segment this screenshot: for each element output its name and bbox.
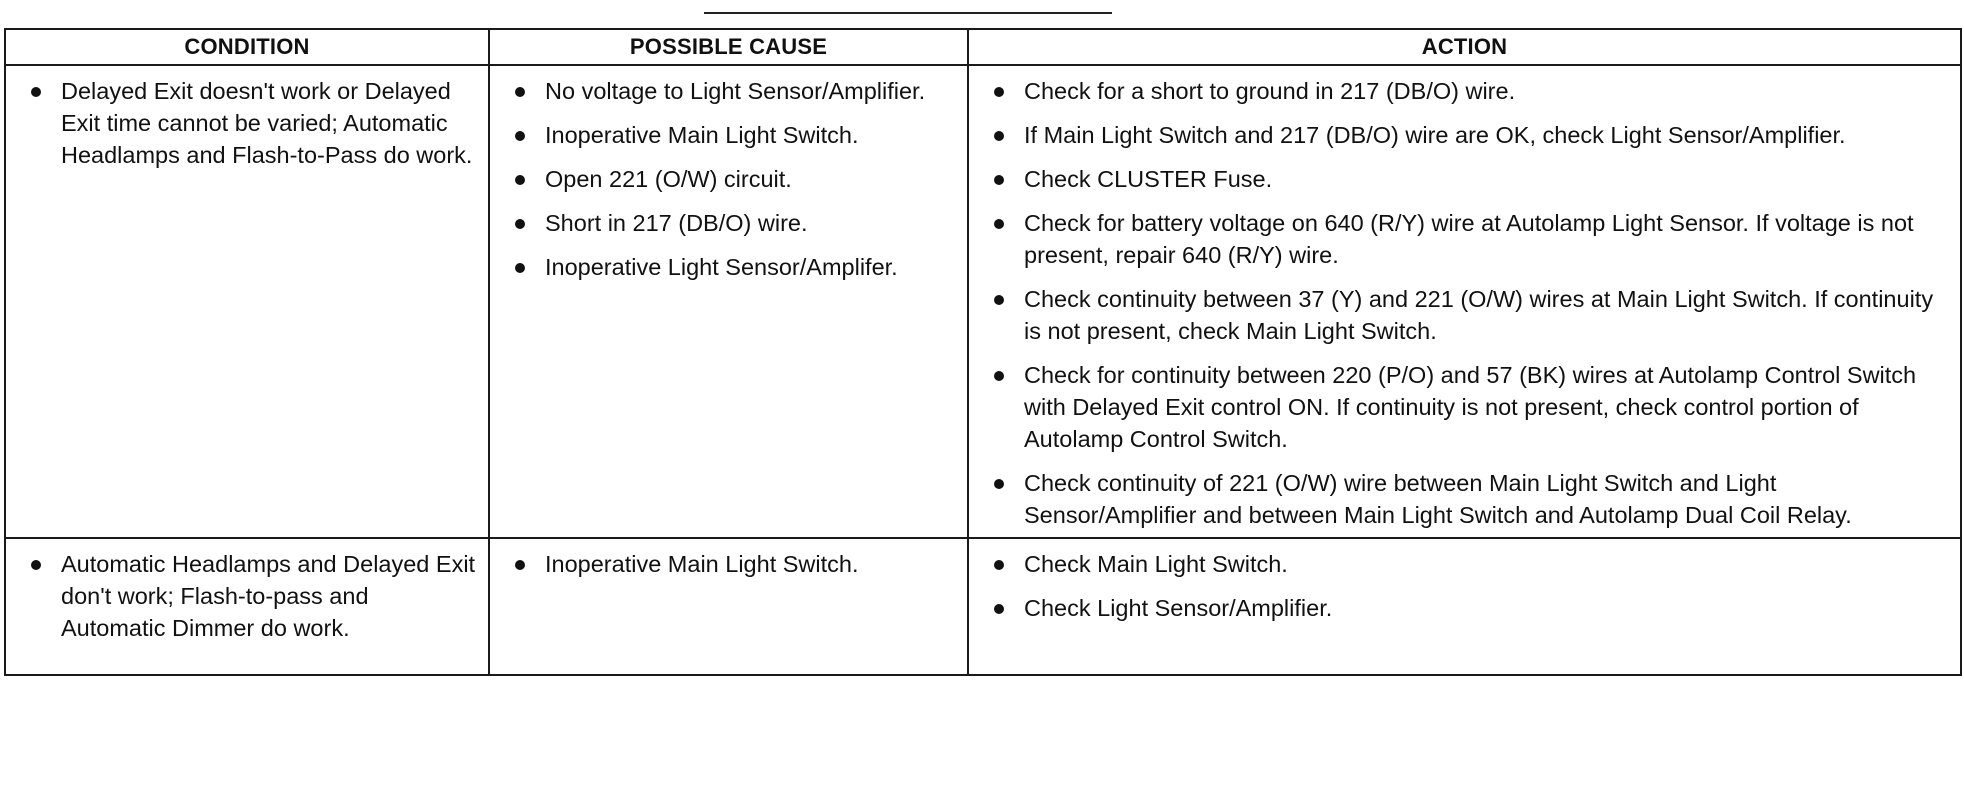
bullet-icon [31, 87, 41, 97]
action-text: Check continuity of 221 (O/W) wire between Main Light Switch and Light Sensor/Amplifier and between Main Light Switch and Autolamp Dual Coil Relay. [1024, 470, 1852, 528]
cause-text: Inoperative Main Light Switch. [545, 551, 859, 577]
condition-text: Delayed Exit doesn't work or Delayed Exit time cannot be varied; Automatic Headlamps and Flash-to-Pass do work. [61, 78, 473, 168]
bullet-icon [994, 560, 1004, 570]
list-item [985, 592, 1950, 624]
bullet-icon [994, 175, 1004, 185]
cause-text: Short in 217 (DB/O) wire. [545, 210, 808, 236]
bullet-icon [994, 87, 1004, 97]
action-text: Check for continuity between 220 (P/O) and 57 (BK) wires at Autolamp Control Switch with Delayed Exit control ON. If continuity is not present, check control portion of Autolamp Control Switch. [1024, 362, 1917, 452]
bullet-icon [515, 219, 525, 229]
list-item [985, 163, 1950, 195]
bullet-icon [515, 560, 525, 570]
cause-cell [489, 65, 968, 538]
list-item [506, 548, 957, 580]
bullet-icon [994, 219, 1004, 229]
list-item [985, 207, 1950, 271]
list-item [506, 163, 957, 195]
list-item [506, 75, 957, 107]
list-item [506, 251, 957, 283]
list-item [985, 548, 1950, 580]
list-item [22, 75, 478, 171]
header-row [5, 29, 1961, 65]
header-action: ACTION [968, 29, 1961, 65]
action-text: Check for a short to ground in 217 (DB/O) wire. [1024, 78, 1516, 104]
action-text: Check CLUSTER Fuse. [1024, 166, 1273, 192]
list-item [985, 119, 1950, 151]
cause-text: Open 221 (O/W) circuit. [545, 166, 792, 192]
bullet-icon [515, 263, 525, 273]
condition-text: Automatic Headlamps and Delayed Exit don't work; Flash-to-pass and Automatic Dimmer do work. [61, 551, 476, 641]
cause-text: No voltage to Light Sensor/Amplifier. [545, 78, 926, 104]
bullet-icon [31, 560, 41, 570]
bullet-icon [515, 87, 525, 97]
bullet-icon [994, 479, 1004, 489]
action-text: Check Light Sensor/Amplifier. [1024, 595, 1333, 621]
bullet-icon [994, 604, 1004, 614]
bullet-icon [994, 131, 1004, 141]
bullet-icon [994, 295, 1004, 305]
header-condition: CONDITION [5, 29, 489, 65]
action-text: Check Main Light Switch. [1024, 551, 1288, 577]
top-rule [704, 12, 1112, 14]
list-item [985, 283, 1950, 347]
action-text: Check for battery voltage on 640 (R/Y) wire at Autolamp Light Sensor. If voltage is not present, repair 640 (R/Y) wire. [1024, 210, 1914, 268]
condition-cell [5, 538, 489, 675]
cause-text: Inoperative Main Light Switch. [545, 122, 859, 148]
bullet-icon [515, 131, 525, 141]
list-item [985, 75, 1950, 107]
action-text: If Main Light Switch and 217 (DB/O) wire are OK, check Light Sensor/Amplifier. [1024, 122, 1846, 148]
bullet-icon [515, 175, 525, 185]
condition-cell [5, 65, 489, 538]
list-item [985, 467, 1950, 531]
table-row [5, 65, 1961, 538]
cause-text: Inoperative Light Sensor/Amplifer. [545, 254, 898, 280]
action-cell [968, 538, 1961, 675]
diagnosis-table [4, 28, 1962, 676]
list-item [985, 359, 1950, 455]
list-item [506, 207, 957, 239]
header-possible-cause: POSSIBLE CAUSE [489, 29, 968, 65]
table-row [5, 538, 1961, 675]
cause-cell [489, 538, 968, 675]
action-cell [968, 65, 1961, 538]
list-item [22, 548, 478, 644]
action-text: Check continuity between 37 (Y) and 221 (O/W) wires at Main Light Switch. If continuity is not present, check Main Light Switch. [1024, 286, 1934, 344]
bullet-icon [994, 371, 1004, 381]
list-item [506, 119, 957, 151]
